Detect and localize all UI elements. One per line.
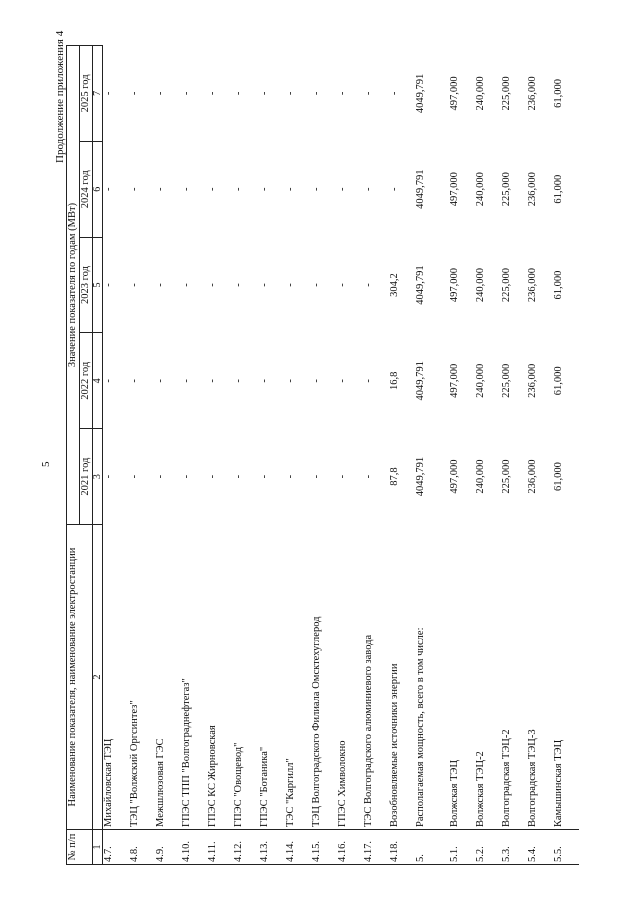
row-value: - — [103, 91, 115, 96]
row-number: 4.8. — [129, 830, 155, 865]
row-value: 240,000 — [475, 363, 487, 398]
row-number: 4.10. — [181, 830, 207, 865]
row-number: 4.7. — [103, 830, 130, 865]
col-number: 3 — [93, 429, 103, 525]
continuation-note: Продолжение приложения 4 — [54, 30, 66, 163]
row-name: Камышинская ТЭЦ — [553, 525, 579, 830]
row-value: 304,2 — [389, 273, 401, 297]
table-row — [129, 46, 155, 865]
row-value: - — [155, 187, 167, 191]
row-value: - — [337, 474, 349, 479]
row-value: 240,000 — [475, 172, 487, 207]
table-row — [415, 46, 449, 865]
row-value: 61,000 — [553, 366, 565, 396]
row-value: 87,8 — [389, 467, 401, 486]
row-value: 236,000 — [527, 267, 539, 303]
row-name: ГПЭС ТПП "Волгограднефтегаз" — [181, 525, 207, 830]
row-value: 240,000 — [475, 76, 487, 111]
row-value: - — [285, 283, 297, 287]
col-number: 2 — [93, 525, 103, 830]
row-value: - — [285, 474, 297, 479]
row-value: 497,000 — [449, 363, 461, 398]
row-value: - — [155, 283, 167, 287]
row-value: - — [233, 187, 245, 191]
row-number: 4.9. — [155, 830, 181, 865]
row-name: ТЭЦ "Волжский Оргсинтез" — [129, 525, 155, 830]
row-value: - — [311, 91, 323, 96]
row-value: - — [311, 283, 323, 287]
row-name: Михайловская ТЭЦ — [103, 525, 130, 830]
row-value: - — [233, 474, 245, 479]
row-value: - — [363, 283, 375, 287]
row-value: - — [311, 474, 323, 479]
row-value: - — [103, 187, 115, 191]
table-row — [181, 46, 207, 865]
row-value: 4049,791 — [415, 73, 427, 114]
row-value: - — [129, 187, 141, 191]
table-row — [501, 46, 527, 865]
row-number: 5.1. — [449, 830, 475, 865]
header-year: 2022 год — [80, 333, 93, 429]
row-value: - — [181, 187, 193, 191]
table-row — [389, 46, 415, 865]
row-value: - — [207, 91, 219, 96]
col-number: 4 — [93, 333, 103, 429]
header-no: № п/п — [67, 830, 93, 865]
row-value: - — [259, 474, 271, 479]
row-name: ГПЭС "Овощевод" — [233, 525, 259, 830]
table-row — [233, 46, 259, 865]
row-value: - — [129, 379, 141, 383]
row-value: - — [207, 474, 219, 479]
capacity-table — [66, 45, 579, 865]
row-value: 61,000 — [553, 174, 565, 204]
table-row — [285, 46, 311, 865]
row-name: ТЭС "Каргилл" — [285, 525, 311, 830]
row-value: - — [285, 379, 297, 383]
row-value: 61,000 — [553, 270, 565, 300]
row-value: - — [207, 283, 219, 287]
row-value: - — [337, 91, 349, 96]
row-name: ГПЭС Химволокно — [337, 525, 363, 830]
row-value: - — [207, 187, 219, 191]
row-value: - — [259, 187, 271, 191]
row-number: 4.15. — [311, 830, 337, 865]
row-value: - — [103, 474, 115, 479]
row-number: 4.17. — [363, 830, 389, 865]
row-value: - — [129, 283, 141, 287]
row-name: Волгоградская ТЭЦ-2 — [501, 525, 527, 830]
row-name: ТЭС Волгоградского алюминиевого завода — [363, 525, 389, 830]
row-value: - — [155, 379, 167, 383]
row-value: - — [181, 379, 193, 383]
row-value: - — [181, 283, 193, 287]
row-value: - — [363, 187, 375, 191]
row-value: 61,000 — [553, 78, 565, 108]
row-number: 4.14. — [285, 830, 311, 865]
header-group: Значение показателя по годам (МВт) — [67, 46, 80, 525]
row-number: 4.18. — [389, 830, 415, 865]
row-value: - — [233, 283, 245, 287]
table-row — [363, 46, 389, 865]
row-value: 497,000 — [449, 172, 461, 207]
row-value: - — [103, 379, 115, 383]
row-value: 236,000 — [527, 172, 539, 207]
row-value: - — [259, 91, 271, 96]
row-value: 16,8 — [389, 371, 401, 390]
row-value: 4049,791 — [415, 361, 427, 401]
header-year: 2021 год — [80, 429, 93, 525]
col-number: 1 — [93, 830, 103, 865]
row-name: Располагаемая мощность, всего в том числе: — [415, 525, 449, 830]
table-row — [155, 46, 181, 865]
row-value: - — [259, 283, 271, 287]
row-value: - — [363, 379, 375, 383]
row-value: 4049,791 — [415, 169, 427, 209]
col-number: 7 — [93, 46, 103, 142]
header-year: 2024 год — [80, 141, 93, 237]
row-value: 236,000 — [527, 363, 539, 398]
row-number: 5.4. — [527, 830, 553, 865]
header-name: Наименование показателя, наименование электростанции — [67, 525, 93, 830]
row-value: - — [337, 379, 349, 383]
row-number: 5.3. — [501, 830, 527, 865]
row-value: - — [103, 283, 115, 287]
table-row — [475, 46, 501, 865]
row-name: Волгоградская ТЭЦ-3 — [527, 525, 553, 830]
row-name: ТЭЦ Волгоградского Филиала Омсктехуглерод — [311, 525, 337, 830]
row-value: - — [363, 474, 375, 479]
row-name: ГПЭС "Ботаника" — [259, 525, 285, 830]
row-value: - — [337, 283, 349, 287]
row-value: - — [363, 91, 375, 96]
row-number: 4.12. — [233, 830, 259, 865]
row-number: 4.13. — [259, 830, 285, 865]
row-value: - — [233, 379, 245, 383]
row-value: - — [285, 187, 297, 191]
row-value: - — [129, 91, 141, 96]
row-name: Межшлюзовая ГЭС — [155, 525, 181, 830]
row-name: Волжская ТЭЦ — [449, 525, 475, 830]
row-number: 5.2. — [475, 830, 501, 865]
row-value: 4049,791 — [415, 265, 427, 305]
row-value: 497,000 — [449, 459, 461, 494]
row-value: 236,000 — [527, 76, 539, 111]
row-name: ГПЭС КС Жирновская — [207, 525, 233, 830]
row-number: 5. — [415, 830, 449, 865]
row-value: - — [311, 187, 323, 191]
row-value: 240,000 — [475, 459, 487, 494]
row-value: - — [155, 91, 167, 96]
row-value: 225,000 — [501, 363, 513, 398]
row-value: - — [129, 474, 141, 479]
row-value: 497,000 — [449, 267, 461, 303]
col-number: 5 — [93, 237, 103, 333]
row-value: - — [181, 91, 193, 96]
row-value: 225,000 — [501, 76, 513, 111]
table-row — [449, 46, 475, 865]
row-value: - — [389, 187, 401, 191]
row-number: 5.5. — [553, 830, 579, 865]
row-value: 240,000 — [475, 267, 487, 303]
table-row — [311, 46, 337, 865]
row-value: - — [311, 379, 323, 383]
table-row — [103, 46, 130, 865]
header-year: 2023 год — [80, 237, 93, 333]
header-year: 2025 год — [80, 46, 93, 142]
row-value: - — [337, 187, 349, 191]
row-value: - — [207, 379, 219, 383]
row-value: 225,000 — [501, 172, 513, 207]
table-row — [527, 46, 553, 865]
table-row — [259, 46, 285, 865]
row-value: - — [259, 379, 271, 383]
row-value: - — [233, 91, 245, 96]
page-number: 5 — [40, 461, 52, 467]
row-value: - — [285, 91, 297, 96]
row-number: 4.16. — [337, 830, 363, 865]
row-name: Возобновляемые источники энергии — [389, 525, 415, 830]
table-row — [553, 46, 579, 865]
row-value: 225,000 — [501, 267, 513, 303]
row-value: 61,000 — [553, 462, 565, 492]
row-value: - — [181, 474, 193, 479]
table-row — [207, 46, 233, 865]
row-value: 4049,791 — [415, 456, 427, 497]
table-row — [337, 46, 363, 865]
row-value: 497,000 — [449, 76, 461, 111]
row-name: Волжская ТЭЦ-2 — [475, 525, 501, 830]
col-number: 6 — [93, 141, 103, 237]
row-value: 225,000 — [501, 459, 513, 494]
row-number: 4.11. — [207, 830, 233, 865]
row-value: 236,000 — [527, 459, 539, 494]
row-value: - — [155, 474, 167, 479]
row-value: - — [389, 91, 401, 96]
